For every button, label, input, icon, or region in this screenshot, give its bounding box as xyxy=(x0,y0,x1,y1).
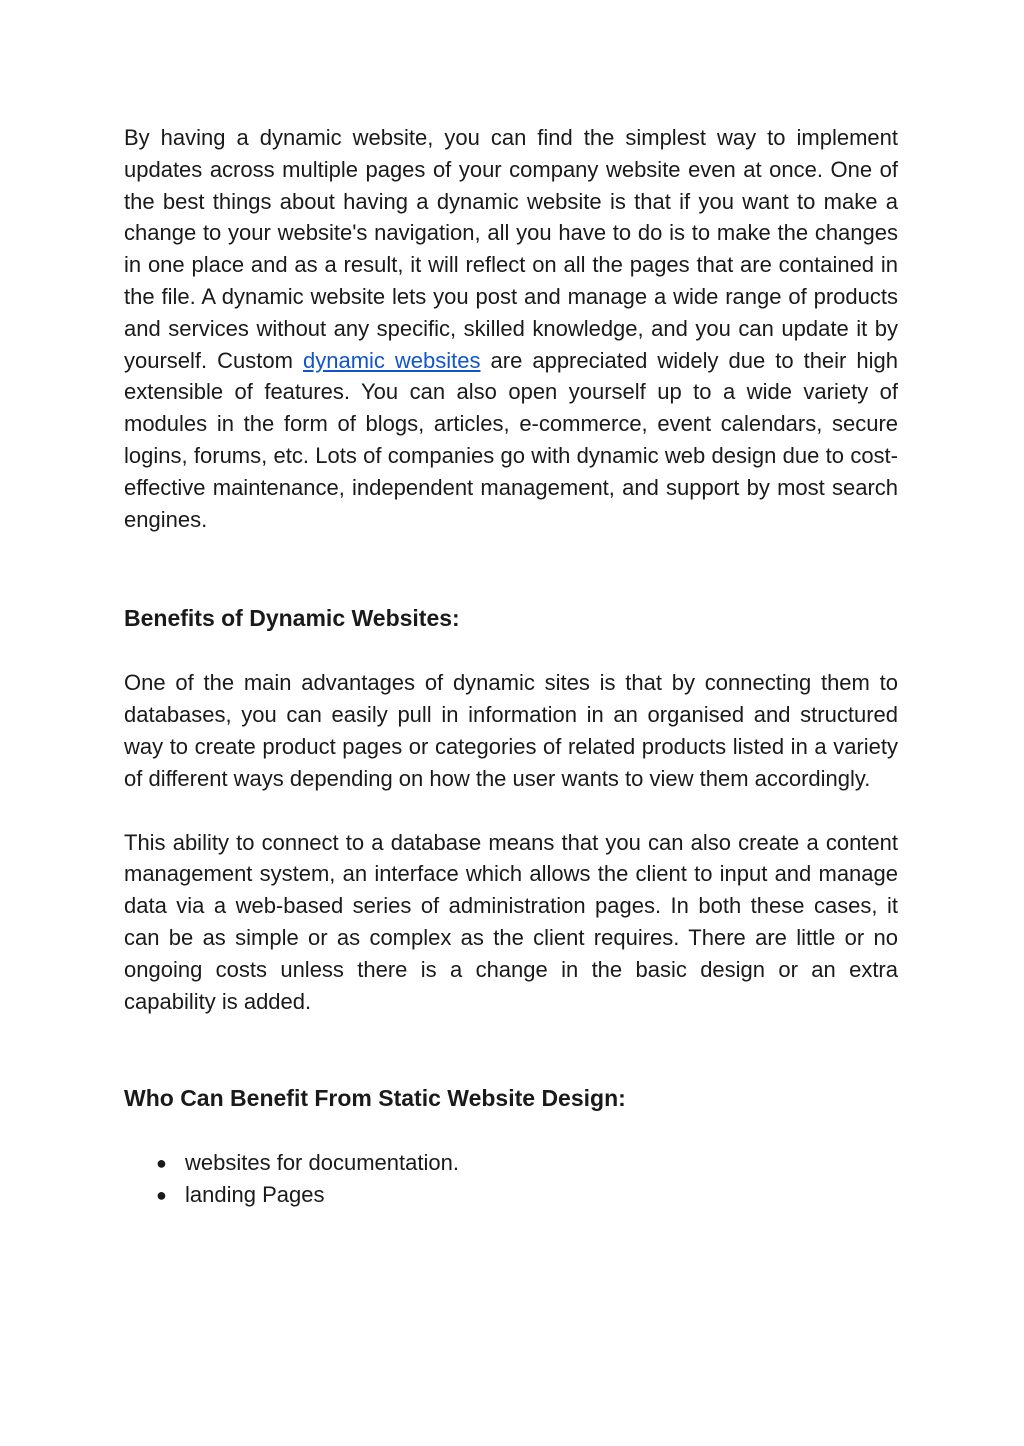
intro-text-before-link: By having a dynamic website, you can find the simplest way to implement updates across multiple pages of your company website even at once. One of the best things about having a dynamic website is that if you want to make a change to your website's navigation, all you have to do is to make the changes in one place and as a result, it will reflect on all the pages that are contained in the file. A dynamic website lets you post and manage a wide range of products and services without any specific, skilled knowledge, and you can update it by yourself. Custom xyxy=(124,125,898,373)
bullet-list xyxy=(124,1147,898,1211)
list-item xyxy=(156,1179,898,1211)
list-item xyxy=(156,1147,898,1179)
list-item-text: websites for documentation. xyxy=(185,1150,459,1176)
dynamic-websites-link[interactable]: dynamic websites xyxy=(302,347,481,373)
bullet-icon: ● xyxy=(156,1185,167,1206)
benefits-paragraph-2: This ability to connect to a database means that you can also create a content management system, an interface which allows the client to input and manage data via a web-based series of administration pages. In both these cases, it can be as simple or as complex as the client requires. There are little or no ongoing costs unless there is a change in the basic design or an extra capability is added. xyxy=(124,829,898,1014)
intro-paragraph xyxy=(124,122,898,535)
intro-text-after-link: are appreciated widely due to their high extensible of features. You can also open yourself up to a wide variety of modules in the form of blogs, articles, e-commerce, event calendars, secure logins, forums, etc. Lots of companies go with dynamic web design due to cost-effective maintenance, independent management, and support by most search engines. xyxy=(124,347,898,532)
document-page xyxy=(124,122,898,1211)
benefits-paragraph-1: One of the main advantages of dynamic sites is that by connecting them to databases, you can easily pull in information in an organised and structured way to create product pages or categories of related products listed in a variety of different ways depending on how the user wants to view them accordingly. xyxy=(124,670,898,791)
list-item-text: landing Pages xyxy=(185,1182,325,1208)
bullet-icon: ● xyxy=(156,1153,167,1174)
who-can-benefit-heading: Who Can Benefit From Static Website Design: xyxy=(124,1085,626,1112)
benefits-heading: Benefits of Dynamic Websites: xyxy=(124,605,460,632)
